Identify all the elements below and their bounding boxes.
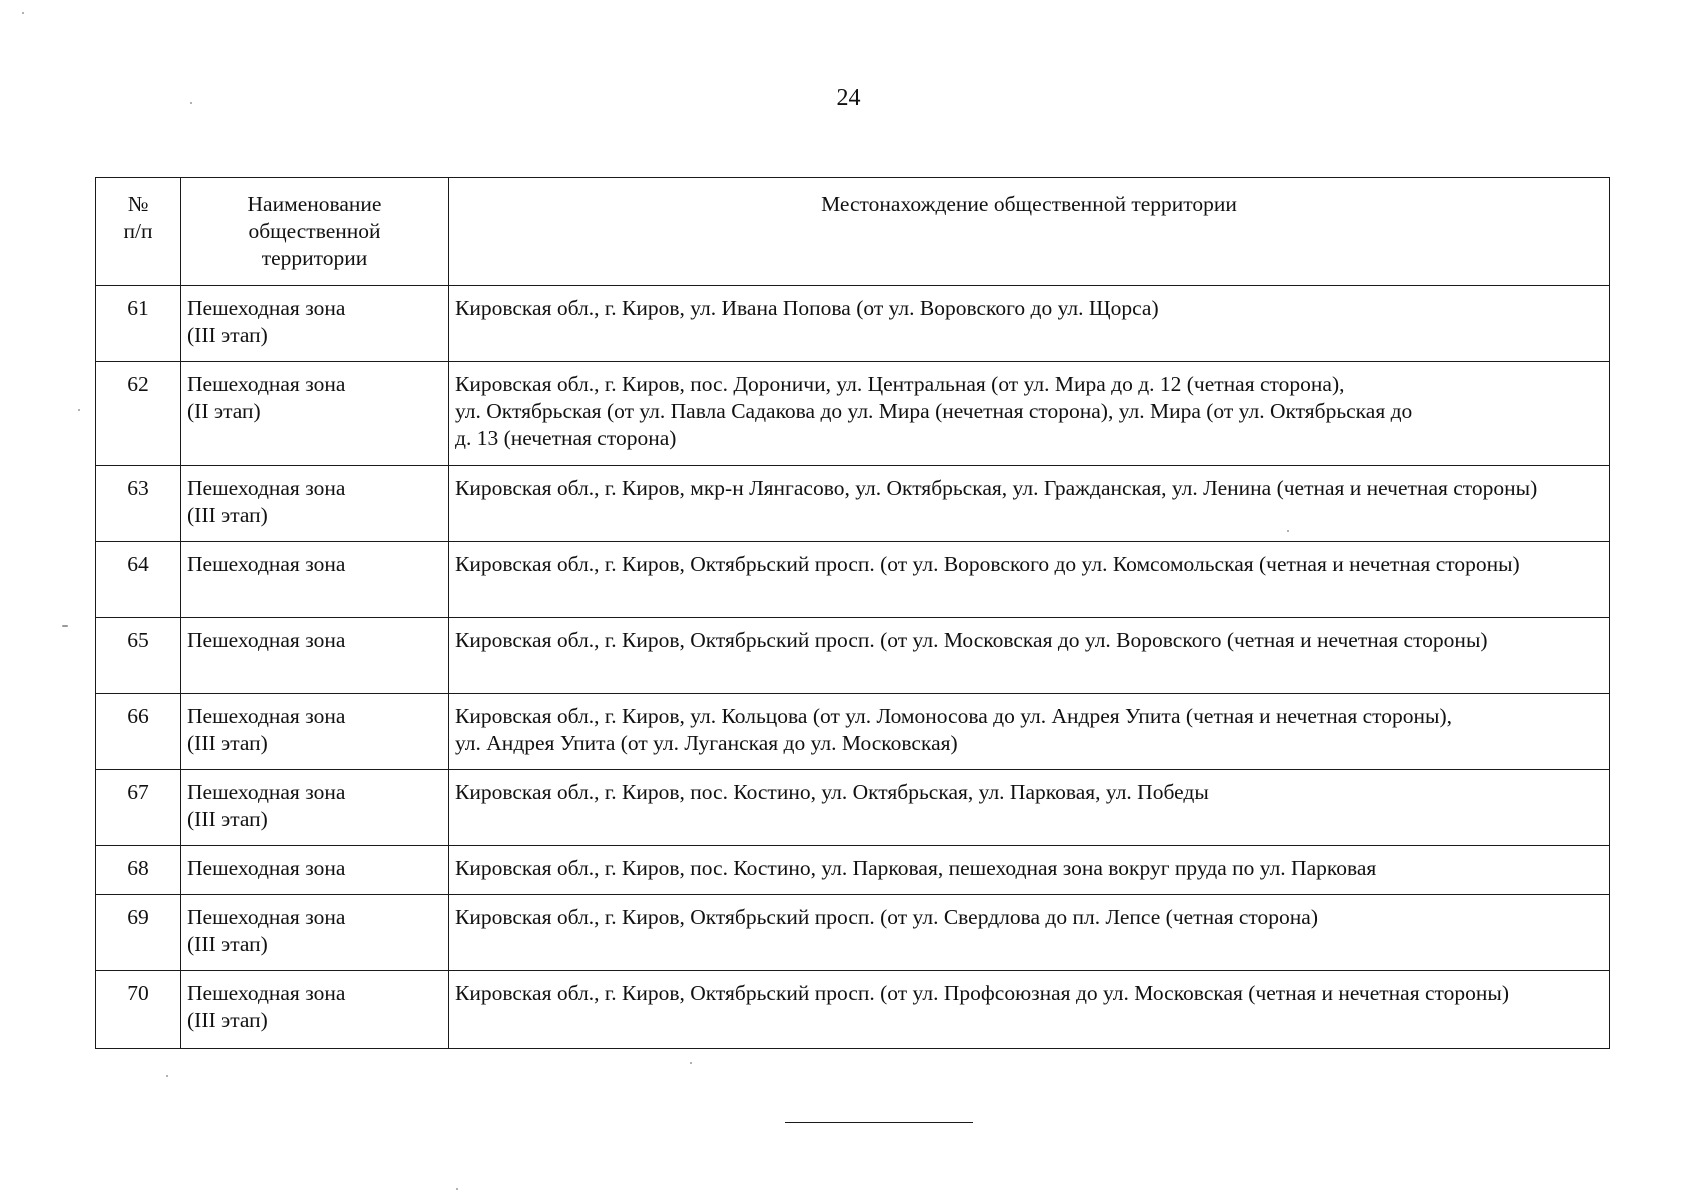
scan-speck — [166, 1075, 168, 1077]
scan-speck — [690, 1062, 692, 1064]
row-name — [181, 542, 449, 618]
row-name-line: (III этап) — [187, 323, 268, 347]
row-name-line: Пешеходная зона — [187, 476, 346, 500]
row-location-line: Кировская обл., г. Киров, пос. Дороничи, ул. Центральная (от ул. Мира до д. 12 (четная сторона), — [455, 372, 1345, 396]
row-name — [181, 694, 449, 770]
header-name — [181, 178, 449, 286]
header-name-line: Наименование — [247, 192, 382, 216]
row-location-line: Кировская обл., г. Киров, пос. Костино, ул. Парковая, пешеходная зона вокруг пруда по ул. Парковая — [455, 856, 1377, 880]
row-location — [449, 971, 1610, 1049]
row-number: 69 — [96, 895, 181, 971]
row-name-line: (II этап) — [187, 399, 261, 423]
row-name-line: Пешеходная зона — [187, 552, 346, 576]
table-row — [96, 770, 1610, 846]
table-body — [96, 286, 1610, 1049]
row-name-line: (III этап) — [187, 932, 268, 956]
row-name-line: Пешеходная зона — [187, 981, 346, 1005]
row-location — [449, 466, 1610, 542]
row-name — [181, 895, 449, 971]
table-row — [96, 362, 1610, 466]
row-name — [181, 846, 449, 895]
row-name — [181, 971, 449, 1049]
scan-speck — [78, 409, 80, 411]
row-number: 66 — [96, 694, 181, 770]
header-name-line: общественной — [248, 219, 381, 243]
table-row — [96, 846, 1610, 895]
table-row — [96, 466, 1610, 542]
scan-speck — [1287, 530, 1289, 532]
row-location-line: Кировская обл., г. Киров, Октябрьский просп. (от ул. Профсоюзная до ул. Московская (четная и нечетная стороны) — [455, 981, 1509, 1005]
row-number: 67 — [96, 770, 181, 846]
header-location: Местонахождение общественной территории — [449, 178, 1610, 286]
row-number: 68 — [96, 846, 181, 895]
row-name-line: Пешеходная зона — [187, 628, 346, 652]
row-location-line: Кировская обл., г. Киров, Октябрьский просп. (от ул. Московская до ул. Воровского (четная и нечетная стороны) — [455, 628, 1488, 652]
row-name — [181, 466, 449, 542]
row-name-line: Пешеходная зона — [187, 704, 346, 728]
row-location — [449, 618, 1610, 694]
row-name — [181, 770, 449, 846]
table-row — [96, 542, 1610, 618]
row-name-line: Пешеходная зона — [187, 372, 346, 396]
row-location — [449, 286, 1610, 362]
row-name-line: Пешеходная зона — [187, 905, 346, 929]
row-name-line: Пешеходная зона — [187, 780, 346, 804]
table-header-row — [96, 178, 1610, 286]
row-name — [181, 618, 449, 694]
row-location-line: Кировская обл., г. Киров, мкр-н Лянгасово, ул. Октябрьская, ул. Гражданская, ул. Ленина (четная и нечетная стороны) — [455, 476, 1538, 500]
row-name-line: (III этап) — [187, 807, 268, 831]
row-location-line: ул. Андрея Упита (от ул. Луганская до ул. Московская) — [455, 731, 958, 755]
row-number: 61 — [96, 286, 181, 362]
row-number: 64 — [96, 542, 181, 618]
row-location — [449, 770, 1610, 846]
header-name-line: территории — [261, 246, 368, 270]
table-row — [96, 618, 1610, 694]
row-name-line: (III этап) — [187, 731, 268, 755]
row-name — [181, 286, 449, 362]
table-row — [96, 895, 1610, 971]
row-location-line: Кировская обл., г. Киров, Октябрьский просп. (от ул. Воровского до ул. Комсомольская (четная и нечетная стороны) — [455, 552, 1520, 576]
row-location — [449, 542, 1610, 618]
row-location-line: ул. Октябрьская (от ул. Павла Садакова до ул. Мира (нечетная сторона), ул. Мира (от ул. Октябрьская до — [455, 399, 1413, 423]
row-location-line: Кировская обл., г. Киров, Октябрьский просп. (от ул. Свердлова до пл. Лепсе (четная сторона) — [455, 905, 1318, 929]
row-location — [449, 362, 1610, 466]
row-number: 70 — [96, 971, 181, 1049]
row-location-line: д. 13 (нечетная сторона) — [455, 426, 677, 450]
header-number-line: п/п — [123, 219, 153, 243]
row-name-line: Пешеходная зона — [187, 856, 346, 880]
scan-speck — [456, 1188, 458, 1190]
row-location-line: Кировская обл., г. Киров, ул. Кольцова (от ул. Ломоносова до ул. Андрея Упита (четная и нечетная стороны), — [455, 704, 1452, 728]
scan-speck — [190, 102, 192, 104]
row-name — [181, 362, 449, 466]
row-location — [449, 846, 1610, 895]
scan-speck — [22, 12, 24, 14]
scan-speck — [62, 625, 68, 627]
header-number — [96, 178, 181, 286]
row-number: 63 — [96, 466, 181, 542]
table-row — [96, 694, 1610, 770]
header-number-line: № — [127, 192, 149, 216]
page-number: 24 — [836, 85, 861, 111]
row-name-line: (III этап) — [187, 503, 268, 527]
table-row — [96, 971, 1610, 1049]
table-row — [96, 286, 1610, 362]
row-location-line: Кировская обл., г. Киров, ул. Ивана Попова (от ул. Воровского до ул. Щорса) — [455, 296, 1159, 320]
row-name-line: (III этап) — [187, 1008, 268, 1032]
row-location — [449, 895, 1610, 971]
row-location-line: Кировская обл., г. Киров, пос. Костино, ул. Октябрьская, ул. Парковая, ул. Победы — [455, 780, 1209, 804]
row-name-line: Пешеходная зона — [187, 296, 346, 320]
row-number: 65 — [96, 618, 181, 694]
row-number: 62 — [96, 362, 181, 466]
row-location — [449, 694, 1610, 770]
territories-table — [95, 177, 1610, 1049]
end-divider — [785, 1122, 973, 1123]
